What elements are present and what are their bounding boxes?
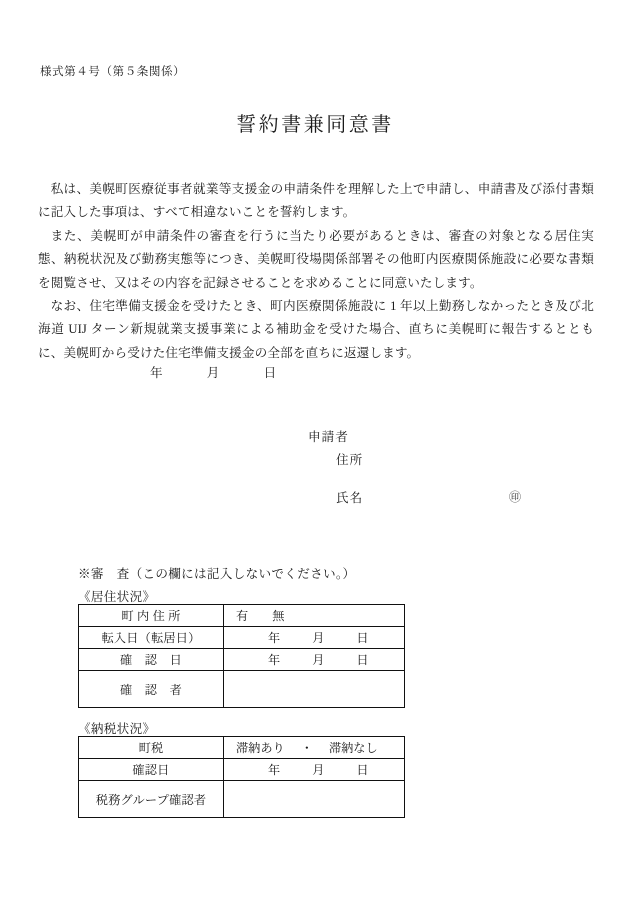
table-row — [79, 605, 405, 627]
paragraph-3: なお、住宅準備支援金を受けたとき、町内医療関係施設に 1 年以上勤務しなかったとき及び北海道 UIJ ターン新規就業支援事業による補助金を受けた場合、直ちに美幌町に報告するとともに、美幌町から受けた住宅準備支援金の全部を直ちに返還します。 — [38, 299, 594, 360]
row-label-confirm-date: 確 認 日 — [79, 649, 224, 671]
page-title: 誓約書兼同意書 — [236, 114, 394, 136]
seal-stamp-icon: ㊞ — [509, 490, 522, 504]
date-day-label: 日 — [263, 366, 277, 380]
table-row — [79, 737, 405, 759]
name-label: 氏名 — [336, 491, 364, 505]
applicant-label: 申請者 — [308, 430, 349, 444]
option-delinquent[interactable]: 滞納あり — [236, 741, 285, 755]
tax-status-table — [78, 736, 405, 818]
row-label-tax-confirm-date: 確認日 — [79, 759, 224, 781]
address-label: 住所 — [336, 453, 364, 467]
date-year-label: 年 — [268, 653, 281, 667]
section-label-residence: 《居住状況》 — [78, 590, 156, 604]
table-row — [79, 671, 405, 708]
row-label-confirmer: 確 認 者 — [79, 671, 224, 708]
option-separator: ・ — [300, 741, 313, 755]
date-month-label: 月 — [312, 631, 325, 645]
date-month-label: 月 — [312, 653, 325, 667]
table-row — [79, 649, 405, 671]
row-label-tax-group-confirmer: 税務グループ確認者 — [79, 781, 224, 818]
date-year-label: 年 — [268, 631, 281, 645]
date-day-label: 日 — [356, 631, 369, 645]
row-label-town-address: 町 内 住 所 — [79, 605, 224, 627]
date-day-label: 日 — [356, 763, 369, 777]
date-month-label: 月 — [312, 763, 325, 777]
table-row — [79, 759, 405, 781]
form-number: 様式第４号（第５条関係） — [40, 66, 186, 78]
table-row — [79, 627, 405, 649]
paragraph-1: 私は、美幌町医療従事者就業等支援金の申請条件を理解した上で申請し、申請書及び添付書類に記入した事項は、すべて相違ないことを誓約します。 — [38, 182, 594, 220]
option-yes[interactable]: 有 — [236, 609, 249, 623]
body-text-block — [38, 178, 594, 365]
row-label-move-in-date: 転入日（転居日） — [79, 627, 224, 649]
date-day-label: 日 — [356, 653, 369, 667]
row-value-move-in-date[interactable] — [224, 627, 405, 649]
row-value-confirmer[interactable] — [224, 671, 405, 708]
table-row — [79, 781, 405, 818]
row-value-tax-group-confirmer[interactable] — [224, 781, 405, 818]
option-not-delinquent[interactable]: 滞納なし — [328, 741, 378, 755]
date-line — [150, 362, 276, 381]
date-year-label: 年 — [150, 366, 163, 380]
review-section-header: ※審 査（この欄には記入しないでください。） — [78, 567, 356, 581]
date-month-label: 月 — [206, 366, 220, 380]
row-value-town-address[interactable] — [224, 605, 405, 627]
option-no[interactable]: 無 — [272, 609, 285, 623]
section-label-tax: 《納税状況》 — [78, 722, 156, 736]
row-value-town-tax[interactable] — [224, 737, 405, 759]
residence-status-table — [78, 604, 405, 708]
paragraph-2: また、美幌町が申請条件の審査を行うに当たり必要があるときは、審査の対象となる居住実態、納税状況及び勤務実態等につき、美幌町役場関係部署その他町内医療関係施設に必要な書類を閲覧させ、又はその内容を記録させることを求めることに同意いたします。 — [38, 228, 594, 290]
row-value-tax-confirm-date[interactable] — [224, 759, 405, 781]
date-year-label: 年 — [268, 763, 281, 777]
row-value-confirm-date[interactable] — [224, 649, 405, 671]
row-label-town-tax: 町税 — [79, 737, 224, 759]
